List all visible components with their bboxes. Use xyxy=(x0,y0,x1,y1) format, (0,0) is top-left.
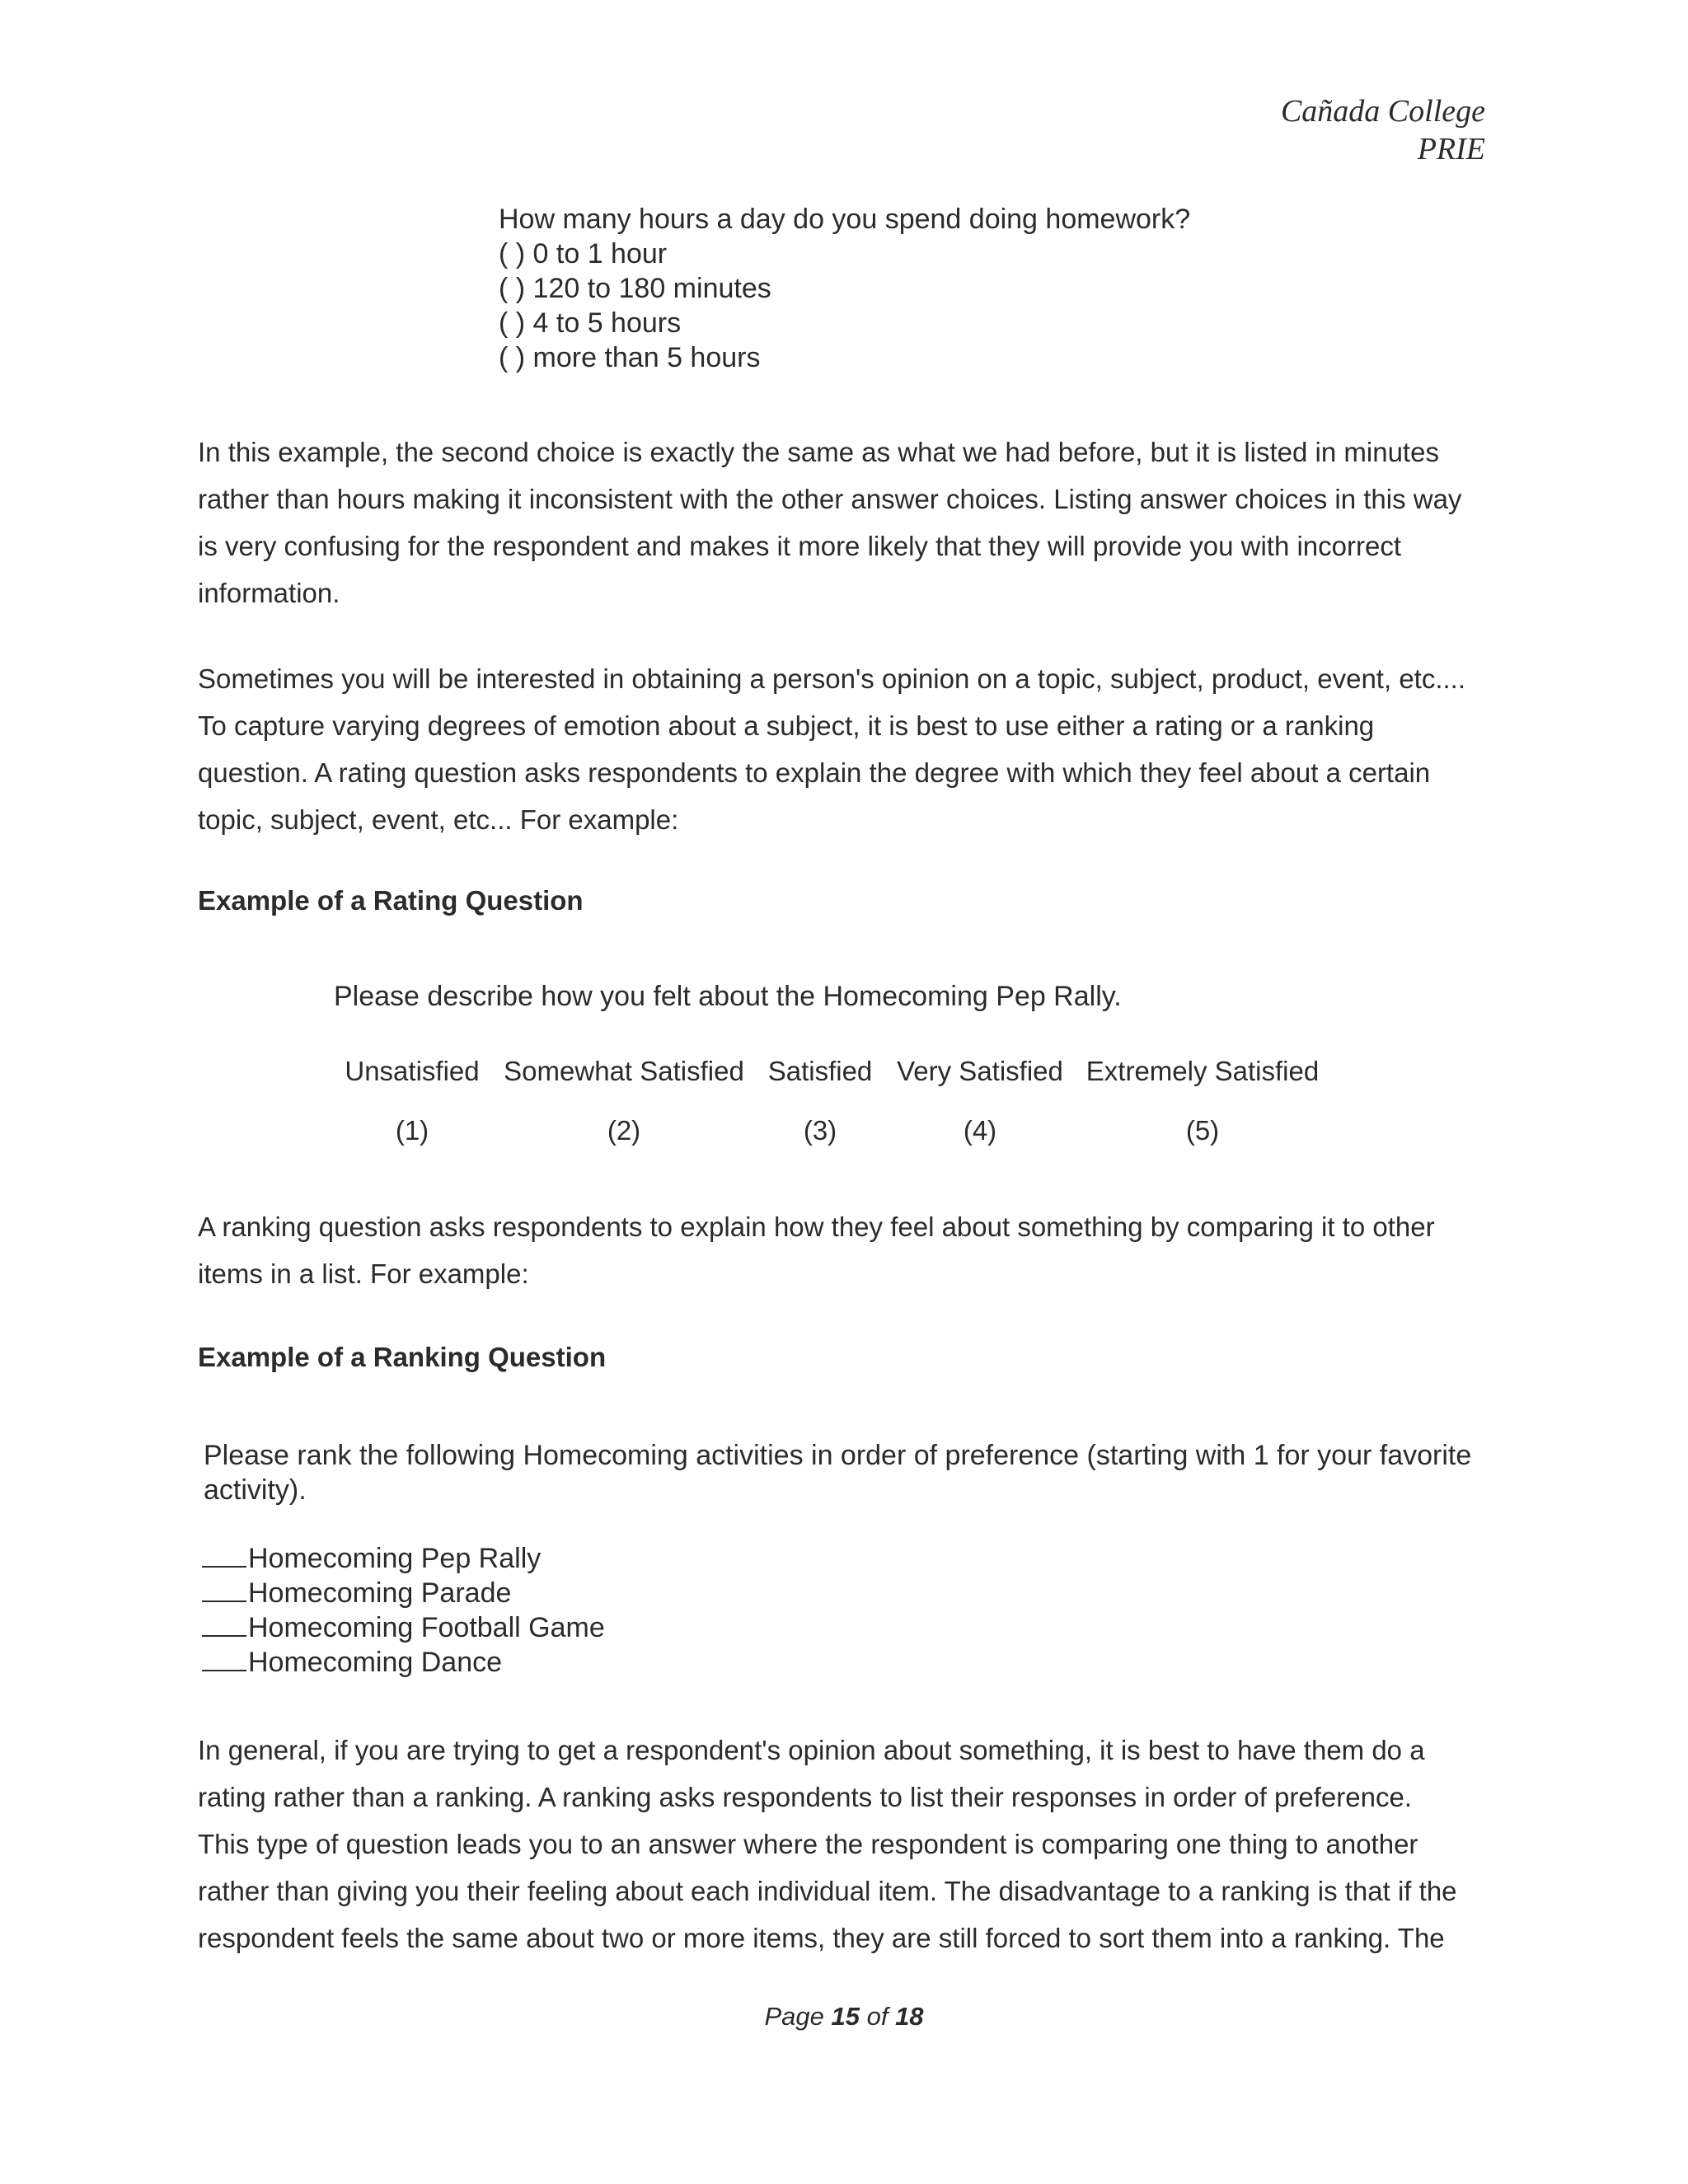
paragraph-line: is very confusing for the respondent and makes it more likely that they will provide you with incorrect xyxy=(198,531,1402,561)
paragraph-line: This type of question leads you to an answer where the respondent is comparing one thing to another xyxy=(198,1829,1418,1859)
rating-scale-number: (3) xyxy=(803,1115,837,1146)
rating-scale-number: (4) xyxy=(963,1115,997,1146)
page-footer xyxy=(0,2000,1688,2033)
paragraph-inconsistency xyxy=(198,429,1508,616)
footer-of-word: of xyxy=(866,2002,889,2031)
ranking-item-label: Homecoming Pep Rally xyxy=(248,1543,542,1574)
paragraph-line: A ranking question asks respondents to explain how they feel about something by comparing it to other xyxy=(198,1212,1435,1242)
paragraph-line: Sometimes you will be interested in obtaining a person's opinion on a topic, subject, product, event, etc.... xyxy=(198,663,1466,694)
footer-page-word: Page xyxy=(764,2002,824,2031)
rank-blank xyxy=(202,1577,246,1602)
rating-scale-number: (1) xyxy=(395,1115,429,1146)
header-institution: Cañada College xyxy=(1280,94,1485,129)
footer-total-pages: 18 xyxy=(895,2002,924,2031)
rating-scale-label: Extremely Satisfied xyxy=(1085,1056,1320,1086)
paragraph-line: In general, if you are trying to get a respondent's opinion about something, it is best to have them do a xyxy=(198,1735,1425,1765)
ranking-item xyxy=(202,1645,605,1680)
page-header xyxy=(1281,92,1485,168)
example-option: ( ) 120 to 180 minutes xyxy=(499,273,771,304)
example-option: ( ) 0 to 1 hour xyxy=(499,238,668,269)
header-department: PRIE xyxy=(1417,132,1485,166)
footer-current-page: 15 xyxy=(831,2002,860,2031)
rating-scale-number: (2) xyxy=(607,1115,641,1146)
paragraph-rating-vs-ranking xyxy=(198,1727,1508,1961)
ranking-item xyxy=(202,1541,605,1576)
rank-blank xyxy=(202,1612,246,1637)
rating-scale-number: (5) xyxy=(1185,1115,1220,1146)
example-option: ( ) 4 to 5 hours xyxy=(499,307,682,339)
paragraph-line: items in a list. For example: xyxy=(198,1258,529,1289)
paragraph-line: In this example, the second choice is exactly the same as what we had before, but it is listed in minutes xyxy=(198,437,1439,467)
example-question-text: How many hours a day do you spend doing homework? xyxy=(499,204,1191,235)
ranking-prompt-line: Please rank the following Homecoming activities in order of preference (starting with 1 for your favorite xyxy=(204,1440,1472,1471)
example-question-block xyxy=(499,202,1190,375)
rating-heading: Example of a Rating Question xyxy=(198,885,584,916)
rating-scale-label: Unsatisfied xyxy=(345,1056,480,1086)
paragraph-line: respondent feels the same about two or more items, they are still forced to sort them into a ranking. The xyxy=(198,1923,1445,1953)
ranking-prompt xyxy=(204,1438,1489,1507)
ranking-item-label: Homecoming Football Game xyxy=(248,1612,605,1643)
ranking-item xyxy=(202,1576,605,1610)
ranking-item-label: Homecoming Dance xyxy=(248,1647,503,1678)
ranking-item xyxy=(202,1610,605,1645)
rank-blank xyxy=(202,1543,246,1568)
example-option: ( ) more than 5 hours xyxy=(499,342,761,373)
paragraph-line: rather than hours making it inconsistent with the other answer choices. Listing answer choices in this way xyxy=(198,484,1462,514)
rank-blank xyxy=(202,1647,246,1671)
paragraph-line: rating rather than a ranking. A ranking asks respondents to list their responses in order of preference. xyxy=(198,1782,1412,1812)
ranking-heading: Example of a Ranking Question xyxy=(198,1342,607,1372)
rating-scale-label: Satisfied xyxy=(767,1056,873,1086)
paragraph-line: To capture varying degrees of emotion about a subject, it is best to use either a rating or a ranking xyxy=(198,710,1375,741)
paragraph-opinion xyxy=(198,655,1508,843)
ranking-item-label: Homecoming Parade xyxy=(248,1577,512,1609)
paragraph-line: topic, subject, event, etc... For example: xyxy=(198,804,679,835)
paragraph-line: question. A rating question asks respondents to explain the degree with which they feel about a certain xyxy=(198,757,1431,788)
rating-scale-label: Somewhat Satisfied xyxy=(504,1056,744,1086)
ranking-prompt-line: activity). xyxy=(204,1474,307,1506)
rating-prompt: Please describe how you felt about the Homecoming Pep Rally. xyxy=(334,981,1122,1012)
rating-scale-label: Very Satisfied xyxy=(897,1056,1063,1086)
paragraph-line: information. xyxy=(198,578,340,608)
ranking-list xyxy=(202,1541,605,1680)
paragraph-ranking-intro xyxy=(198,1203,1508,1297)
paragraph-line: rather than giving you their feeling about each individual item. The disadvantage to a ranking is that if the xyxy=(198,1876,1457,1906)
